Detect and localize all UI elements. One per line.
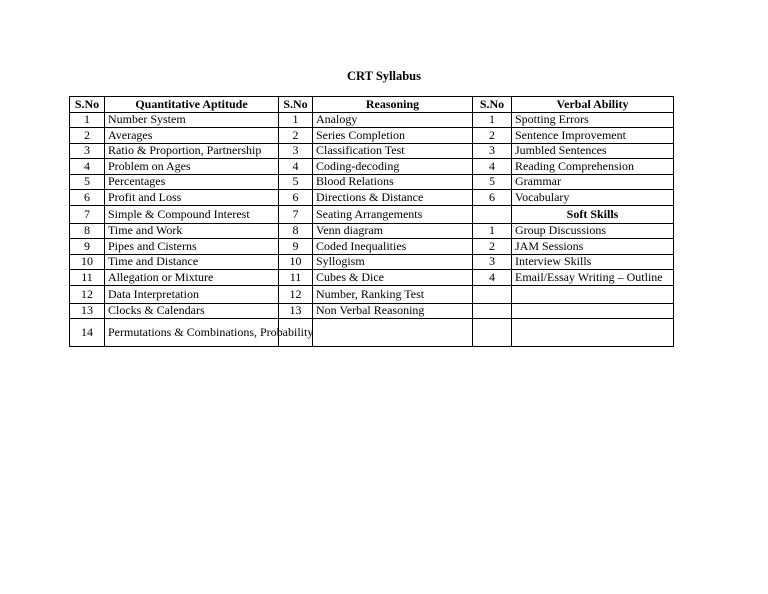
quant-topic: Percentages [105, 174, 279, 190]
header-row [70, 97, 674, 113]
verbal-topic: Grammar [512, 174, 674, 190]
verbal-sno: 4 [473, 159, 512, 175]
verbal-sno: 2 [473, 128, 512, 144]
quant-sno: 14 [70, 319, 105, 347]
syllabus-table [69, 96, 674, 347]
table-row [70, 285, 674, 303]
table-row [70, 190, 674, 206]
soft-topic: Interview Skills [512, 254, 674, 270]
soft-sno: 3 [473, 254, 512, 270]
quant-sno: 6 [70, 190, 105, 206]
quant-topic: Profit and Loss [105, 190, 279, 206]
table-row [70, 174, 674, 190]
quant-sno: 1 [70, 112, 105, 128]
reasoning-topic: Classification Test [313, 143, 473, 159]
quant-sno: 11 [70, 270, 105, 286]
reasoning-sno: 3 [279, 143, 313, 159]
reasoning-sno: 10 [279, 254, 313, 270]
soft-topic [512, 303, 674, 319]
quant-topic: Allegation or Mixture [105, 270, 279, 286]
reasoning-sno: 6 [279, 190, 313, 206]
quant-topic: Time and Distance [105, 254, 279, 270]
quant-sno: 12 [70, 285, 105, 303]
quant-topic: Clocks & Calendars [105, 303, 279, 319]
reasoning-sno: 8 [279, 223, 313, 239]
reasoning-sno: 7 [279, 205, 313, 223]
table-row [70, 223, 674, 239]
quant-sno: 13 [70, 303, 105, 319]
table-row [70, 319, 674, 347]
verbal-sno: 3 [473, 143, 512, 159]
reasoning-sno: 5 [279, 174, 313, 190]
reasoning-topic: Syllogism [313, 254, 473, 270]
quant-topic: Number System [105, 112, 279, 128]
verbal-sno [473, 205, 512, 223]
quant-topic: Simple & Compound Interest [105, 205, 279, 223]
soft-topic: Group Discussions [512, 223, 674, 239]
soft-topic [512, 319, 674, 347]
soft-topic [512, 285, 674, 303]
quant-sno: 4 [70, 159, 105, 175]
quant-topic: Problem on Ages [105, 159, 279, 175]
quant-sno: 9 [70, 239, 105, 255]
quant-topic: Pipes and Cisterns [105, 239, 279, 255]
verbal-sno: 6 [473, 190, 512, 206]
reasoning-topic [313, 319, 473, 347]
quant-sno: 5 [70, 174, 105, 190]
verbal-sno: 5 [473, 174, 512, 190]
verbal-topic: Reading Comprehension [512, 159, 674, 175]
quant-sno: 3 [70, 143, 105, 159]
page-title: CRT Syllabus [346, 69, 422, 83]
reasoning-topic: Venn diagram [313, 223, 473, 239]
reasoning-sno: 2 [279, 128, 313, 144]
soft-topic: Email/Essay Writing – Outline [512, 270, 674, 286]
reasoning-topic: Seating Arrangements [313, 205, 473, 223]
table-row [70, 303, 674, 319]
soft-sno: 2 [473, 239, 512, 255]
reasoning-topic: Number, Ranking Test [313, 285, 473, 303]
table-row [70, 128, 674, 144]
verbal-topic: Sentence Improvement [512, 128, 674, 144]
reasoning-topic: Blood Relations [313, 174, 473, 190]
soft-sno: 1 [473, 223, 512, 239]
reasoning-header: Reasoning [313, 97, 473, 113]
quant-topic: Time and Work [105, 223, 279, 239]
reasoning-sno: 12 [279, 285, 313, 303]
quant-sno: 8 [70, 223, 105, 239]
quant-header: Quantitative Aptitude [105, 97, 279, 113]
table-row [70, 254, 674, 270]
soft-skills-header: Soft Skills [512, 205, 674, 223]
table-row [70, 205, 674, 223]
quant-topic: Ratio & Proportion, Partnership [105, 143, 279, 159]
verbal-topic: Spotting Errors [512, 112, 674, 128]
verbal-topic: Vocabulary [512, 190, 674, 206]
quant-topic: Permutations & Combinations, Probability [105, 319, 279, 347]
quant-sno: 2 [70, 128, 105, 144]
sno-header-verbal: S.No [473, 97, 512, 113]
reasoning-sno: 11 [279, 270, 313, 286]
soft-topic: JAM Sessions [512, 239, 674, 255]
sno-header-reasoning: S.No [279, 97, 313, 113]
reasoning-topic: Cubes & Dice [313, 270, 473, 286]
verbal-sno: 1 [473, 112, 512, 128]
verbal-header: Verbal Ability [512, 97, 674, 113]
table-row [70, 143, 674, 159]
reasoning-topic: Analogy [313, 112, 473, 128]
quant-topic: Averages [105, 128, 279, 144]
reasoning-topic: Coding-decoding [313, 159, 473, 175]
reasoning-sno: 13 [279, 303, 313, 319]
soft-sno: 4 [473, 270, 512, 286]
soft-sno [473, 303, 512, 319]
soft-sno [473, 285, 512, 303]
reasoning-sno: 1 [279, 112, 313, 128]
reasoning-topic: Series Completion [313, 128, 473, 144]
sno-header-quant: S.No [70, 97, 105, 113]
table-row [70, 239, 674, 255]
soft-sno [473, 319, 512, 347]
quant-sno: 7 [70, 205, 105, 223]
reasoning-topic: Coded Inequalities [313, 239, 473, 255]
reasoning-sno: 9 [279, 239, 313, 255]
reasoning-topic: Directions & Distance [313, 190, 473, 206]
verbal-topic: Jumbled Sentences [512, 143, 674, 159]
quant-topic: Data Interpretation [105, 285, 279, 303]
table-row [70, 270, 674, 286]
table-row [70, 159, 674, 175]
quant-sno: 10 [70, 254, 105, 270]
reasoning-topic: Non Verbal Reasoning [313, 303, 473, 319]
reasoning-sno: 4 [279, 159, 313, 175]
table-row [70, 112, 674, 128]
